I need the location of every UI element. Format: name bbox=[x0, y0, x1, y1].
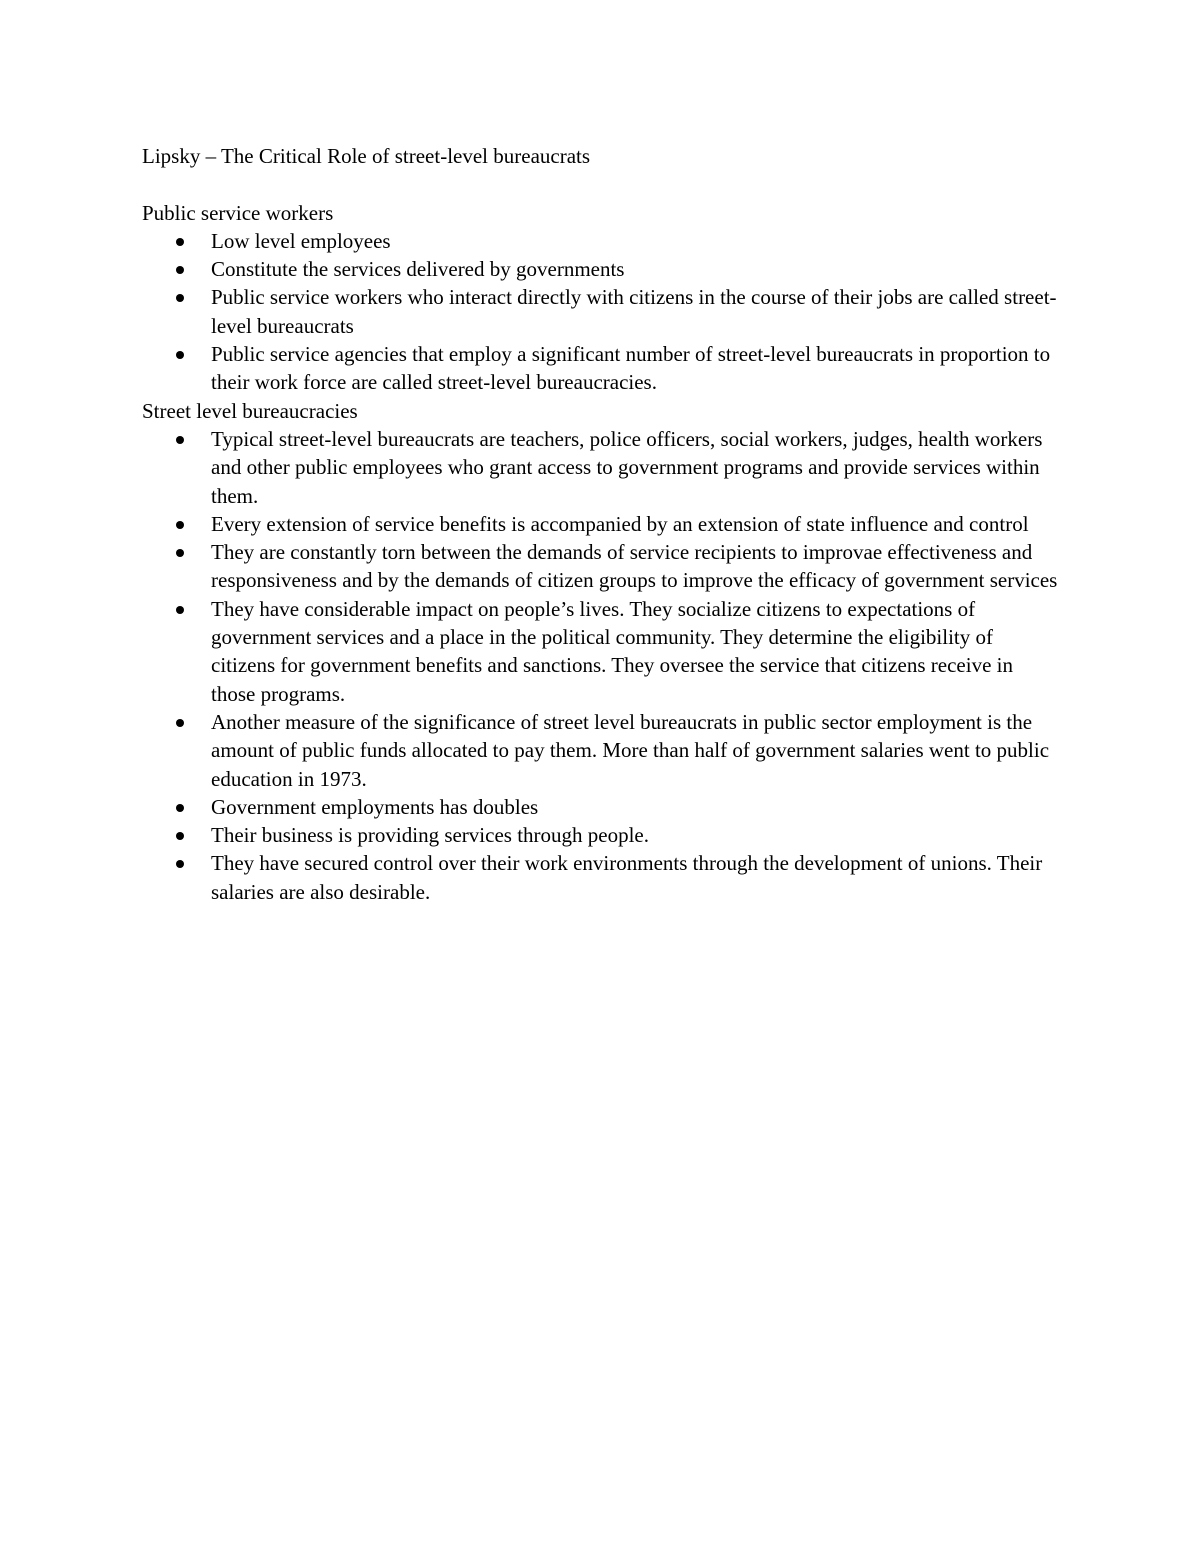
list-item bbox=[142, 510, 1062, 538]
bullet-icon bbox=[176, 266, 184, 274]
list-item bbox=[142, 595, 1062, 708]
list-item-text: Another measure of the significance of street level bureaucrats in public sector employment is the amount of public funds allocated to pay them. More than half of government salaries went to public education in 1973. bbox=[211, 709, 1050, 791]
list-item bbox=[142, 227, 1062, 255]
list-item-text: Their business is providing services through people. bbox=[211, 823, 650, 848]
bullet-icon bbox=[176, 294, 184, 302]
list-item-text: They have secured control over their work environments through the development of unions. Their salaries are also desirable. bbox=[211, 851, 1043, 904]
list-item-text: Public service agencies that employ a significant number of street-level bureaucrats in proportion to their work force are called street-level bureaucracies. bbox=[211, 342, 1051, 395]
list-item bbox=[142, 283, 1062, 340]
list-item bbox=[142, 793, 1062, 821]
list-item bbox=[142, 425, 1062, 510]
bullet-icon bbox=[176, 436, 184, 444]
document-content bbox=[142, 142, 1062, 906]
list-item bbox=[142, 538, 1062, 595]
list-item bbox=[142, 849, 1062, 906]
bullet-icon bbox=[176, 351, 184, 359]
list-item bbox=[142, 821, 1062, 849]
section-street-level-bureaucracies bbox=[142, 397, 1062, 906]
bullet-icon bbox=[176, 606, 184, 614]
bullet-icon bbox=[176, 238, 184, 246]
bullet-list bbox=[142, 227, 1062, 397]
list-item-text: Public service workers who interact directly with citizens in the course of their jobs are called street-level bureaucrats bbox=[211, 285, 1057, 338]
bullet-icon bbox=[176, 719, 184, 727]
section-heading: Street level bureaucracies bbox=[142, 398, 358, 423]
list-item-text: Low level employees bbox=[211, 228, 391, 253]
bullet-icon bbox=[176, 521, 184, 529]
bullet-list bbox=[142, 425, 1062, 906]
list-item-text: Government employments has doubles bbox=[211, 794, 539, 819]
document-title: Lipsky – The Critical Role of street-level bureaucrats bbox=[142, 144, 591, 168]
list-item bbox=[142, 255, 1062, 283]
section-public-service-workers bbox=[142, 199, 1062, 397]
list-item-text: They have considerable impact on people’s lives. They socialize citizens to expectations of government services and a place in the political community. They determine the eligibility of citizens for government benefits and sanctions. They oversee the service that citizens receive in those programs. bbox=[211, 596, 1013, 706]
section-heading: Public service workers bbox=[142, 200, 334, 225]
bullet-icon bbox=[176, 804, 184, 812]
list-item bbox=[142, 708, 1062, 793]
bullet-icon bbox=[176, 549, 184, 557]
bullet-icon bbox=[176, 860, 184, 868]
blank-line bbox=[142, 170, 1062, 198]
list-item-text: Constitute the services delivered by governments bbox=[211, 257, 625, 282]
list-item-text: Every extension of service benefits is accompanied by an extension of state influence and control bbox=[211, 511, 1029, 536]
bullet-icon bbox=[176, 832, 184, 840]
list-item-text: Typical street-level bureaucrats are teachers, police officers, social workers, judges, health workers and other public employees who grant access to government programs and provide services within them. bbox=[211, 426, 1043, 508]
list-item bbox=[142, 340, 1062, 397]
list-item-text: They are constantly torn between the demands of service recipients to improvae effectiveness and responsiveness and by the demands of citizen groups to improve the efficacy of government services bbox=[211, 540, 1058, 593]
